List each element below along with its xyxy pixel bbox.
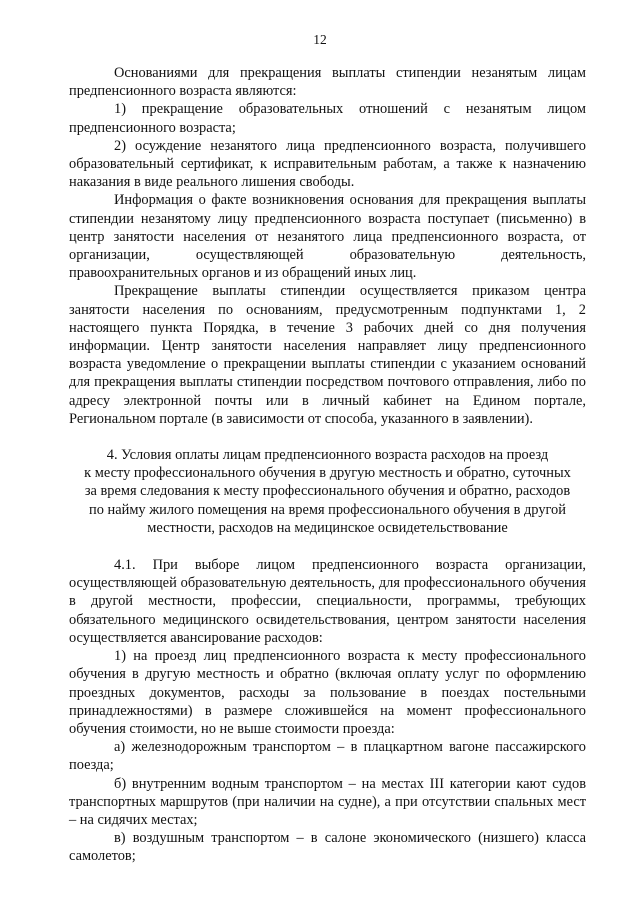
paragraph-water-transport: б) внутренним водным транспортом – на местах III категории кают судов транспортных маршрутов (при наличии на судне), а при отсутствии спальных мест – на сидячих местах; [69,775,586,828]
section-heading-line: по найму жилого помещения на время профессионального обучения в другой [89,501,566,518]
paragraph-ground-2: 2) осуждение незанятого лица предпенсионного возраста, получившего образовательный сертификат, к исправительным работам, а также к назначению наказания в виде реального лишения свободы. [69,137,586,191]
section-heading-line: за время следования к месту профессионального обучения и обратно, расходов [84,483,571,500]
paragraph-travel-costs: 1) на проезд лиц предпенсионного возраста к месту профессионального обучения в другую местность и обратно (включая оплату услуг по оформлению проездных документов, расходы за пользование в поездах постельными принадлежностями) в размере сложившейся на момент профессионального обучения стоимости, но не выше стоимости проезда: [69,648,586,737]
paragraph-ground-1: 1) прекращение образовательных отношений с незанятым лицом предпенсионного возраста; [69,101,586,136]
document-body [69,64,586,866]
paragraph-grounds-intro: Основаниями для прекращения выплаты стипендии незанятым лицам предпенсионного возраста являются: [69,65,586,100]
section-heading [69,446,586,537]
section-heading-line: к месту профессионального обучения в другую местность и обратно, суточных [84,465,571,482]
paragraph-rail-transport: а) железнодорожным транспортом – в плацкартном вагоне пассажирского поезда; [69,739,586,774]
page-number: 12 [313,32,327,47]
section-heading-line: 4. Условия оплаты лицам предпенсионного возраста расходов на проезд [106,447,549,464]
paragraph-termination: Прекращение выплаты стипендии осуществляется приказом центра занятости населения по основаниям, предусмотренным подпунктами 1, 2 настоящего пункта Порядка, в течение 3 рабочих дней со дня получения информации. Центр занятости населения направляет лицу предпенсионного возраста уведомление о прекращении выплаты стипендии с указанием оснований для прекращения выплаты стипендии посредством почтового отправления, либо по адресу электронной почты или в личный кабинет на Едином портале, Региональном портале (в зависимости от способа, указанного в заявлении). [69,283,586,427]
paragraph-4-1: 4.1. При выборе лицом предпенсионного возраста организации, осуществляющей образовательную деятельность, для профессионального обучения в другой местности, профессии, специальности, программы, требующих обязательного медицинского освидетельствования, центром занятости населения осуществляется авансирование расходов: [69,557,586,646]
paragraph-air-transport: в) воздушным транспортом – в салоне экономического (низшего) класса самолетов; [69,830,586,865]
paragraph-information: Информация о факте возникновения основания для прекращения выплаты стипендии незанятому лицу предпенсионного возраста поступает (письменно) в центр занятости населения от незанятого лица предпенсионного возраста, от организации, осуществляющей образовательную деятельность, правоохранительных органов и из обращений иных лиц. [69,192,586,282]
section-heading-line: местности, расходов на медицинское освидетельствование [147,519,508,536]
